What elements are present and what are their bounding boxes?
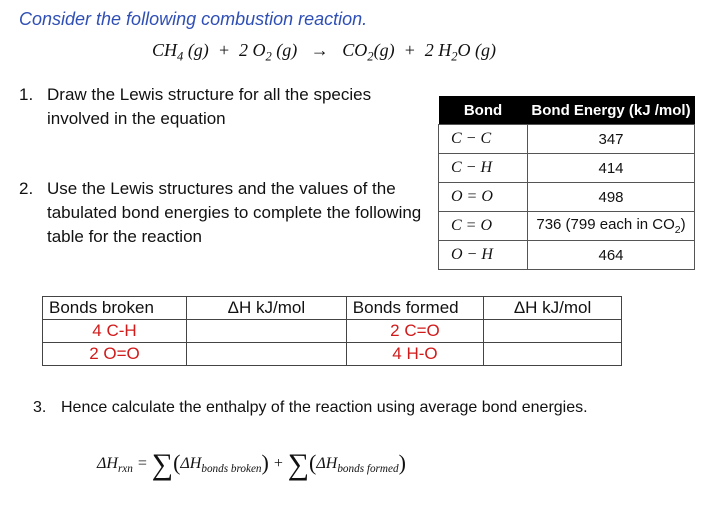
table-row: C − C 347 [439,125,695,154]
question-2-text: Use the Lewis structures and the values of the tabulated bond energies to complete the following table for the reaction [47,179,422,246]
plus-sign: + [403,40,416,60]
bonds-broken-header: Bonds broken [43,297,187,320]
dh-broken-cell[interactable] [186,343,346,366]
sigma-symbol: ∑ [151,448,174,481]
dh-formed-cell[interactable] [484,343,622,366]
intro-text: Consider the following combustion reaction. [19,9,368,29]
plus-sign: + [217,40,230,60]
question-1-text: Draw the Lewis structure for all the species involved in the equation [47,85,372,128]
bond-energy-header: Bond Energy (kJ /mol) [528,96,695,125]
enthalpy-formula: $\Delta H_{rxn} = \sum(\Delta H_{bonds broken}) + \sum(\Delta H_{bonds formed})$ [97,448,406,481]
table-row: O − H 464 [439,241,695,270]
table-row: 4 C-H 2 C=O [43,320,622,343]
table-row: O = O 498 [439,183,695,212]
combustion-equation [152,40,496,65]
question-3: 3. Hence calculate the enthalpy of the reaction using average bond energies. [33,399,588,416]
dh-broken-cell[interactable] [186,320,346,343]
dh-formed-header: ΔH kJ/mol [484,297,622,320]
dh-broken-header: ΔH kJ/mol [186,297,346,320]
question-2: 2. Use the Lewis structures and the values of the tabulated bond energies to complete the following table for the reaction [19,177,434,249]
carbon-dioxide: $CO_2(g)$ [342,40,395,64]
question-1: 1. Draw the Lewis structure for all the species involved in the equation [19,83,429,131]
question-3-text: Hence calculate the enthalpy of the reaction using average bond energies. [61,399,588,416]
table-row: C − H 414 [439,154,695,183]
oxygen: 2 $O_2$ (g) [238,40,298,64]
table-row: 2 O=O 4 H-O [43,343,622,366]
reaction-arrow: → [310,40,329,60]
bond-header: Bond [439,96,528,125]
table-row: C = O 736 (799 each in $CO_2$) [439,212,695,241]
methane: $CH_4$ (g) [152,40,209,64]
bond-energy-table [438,96,695,270]
dh-formed-cell[interactable] [484,320,622,343]
bonds-formed-header: Bonds formed [346,297,483,320]
sigma-symbol: ∑ [287,448,310,481]
water: 2 $H_2O$ (g) [424,40,497,64]
bonds-table [42,296,622,366]
